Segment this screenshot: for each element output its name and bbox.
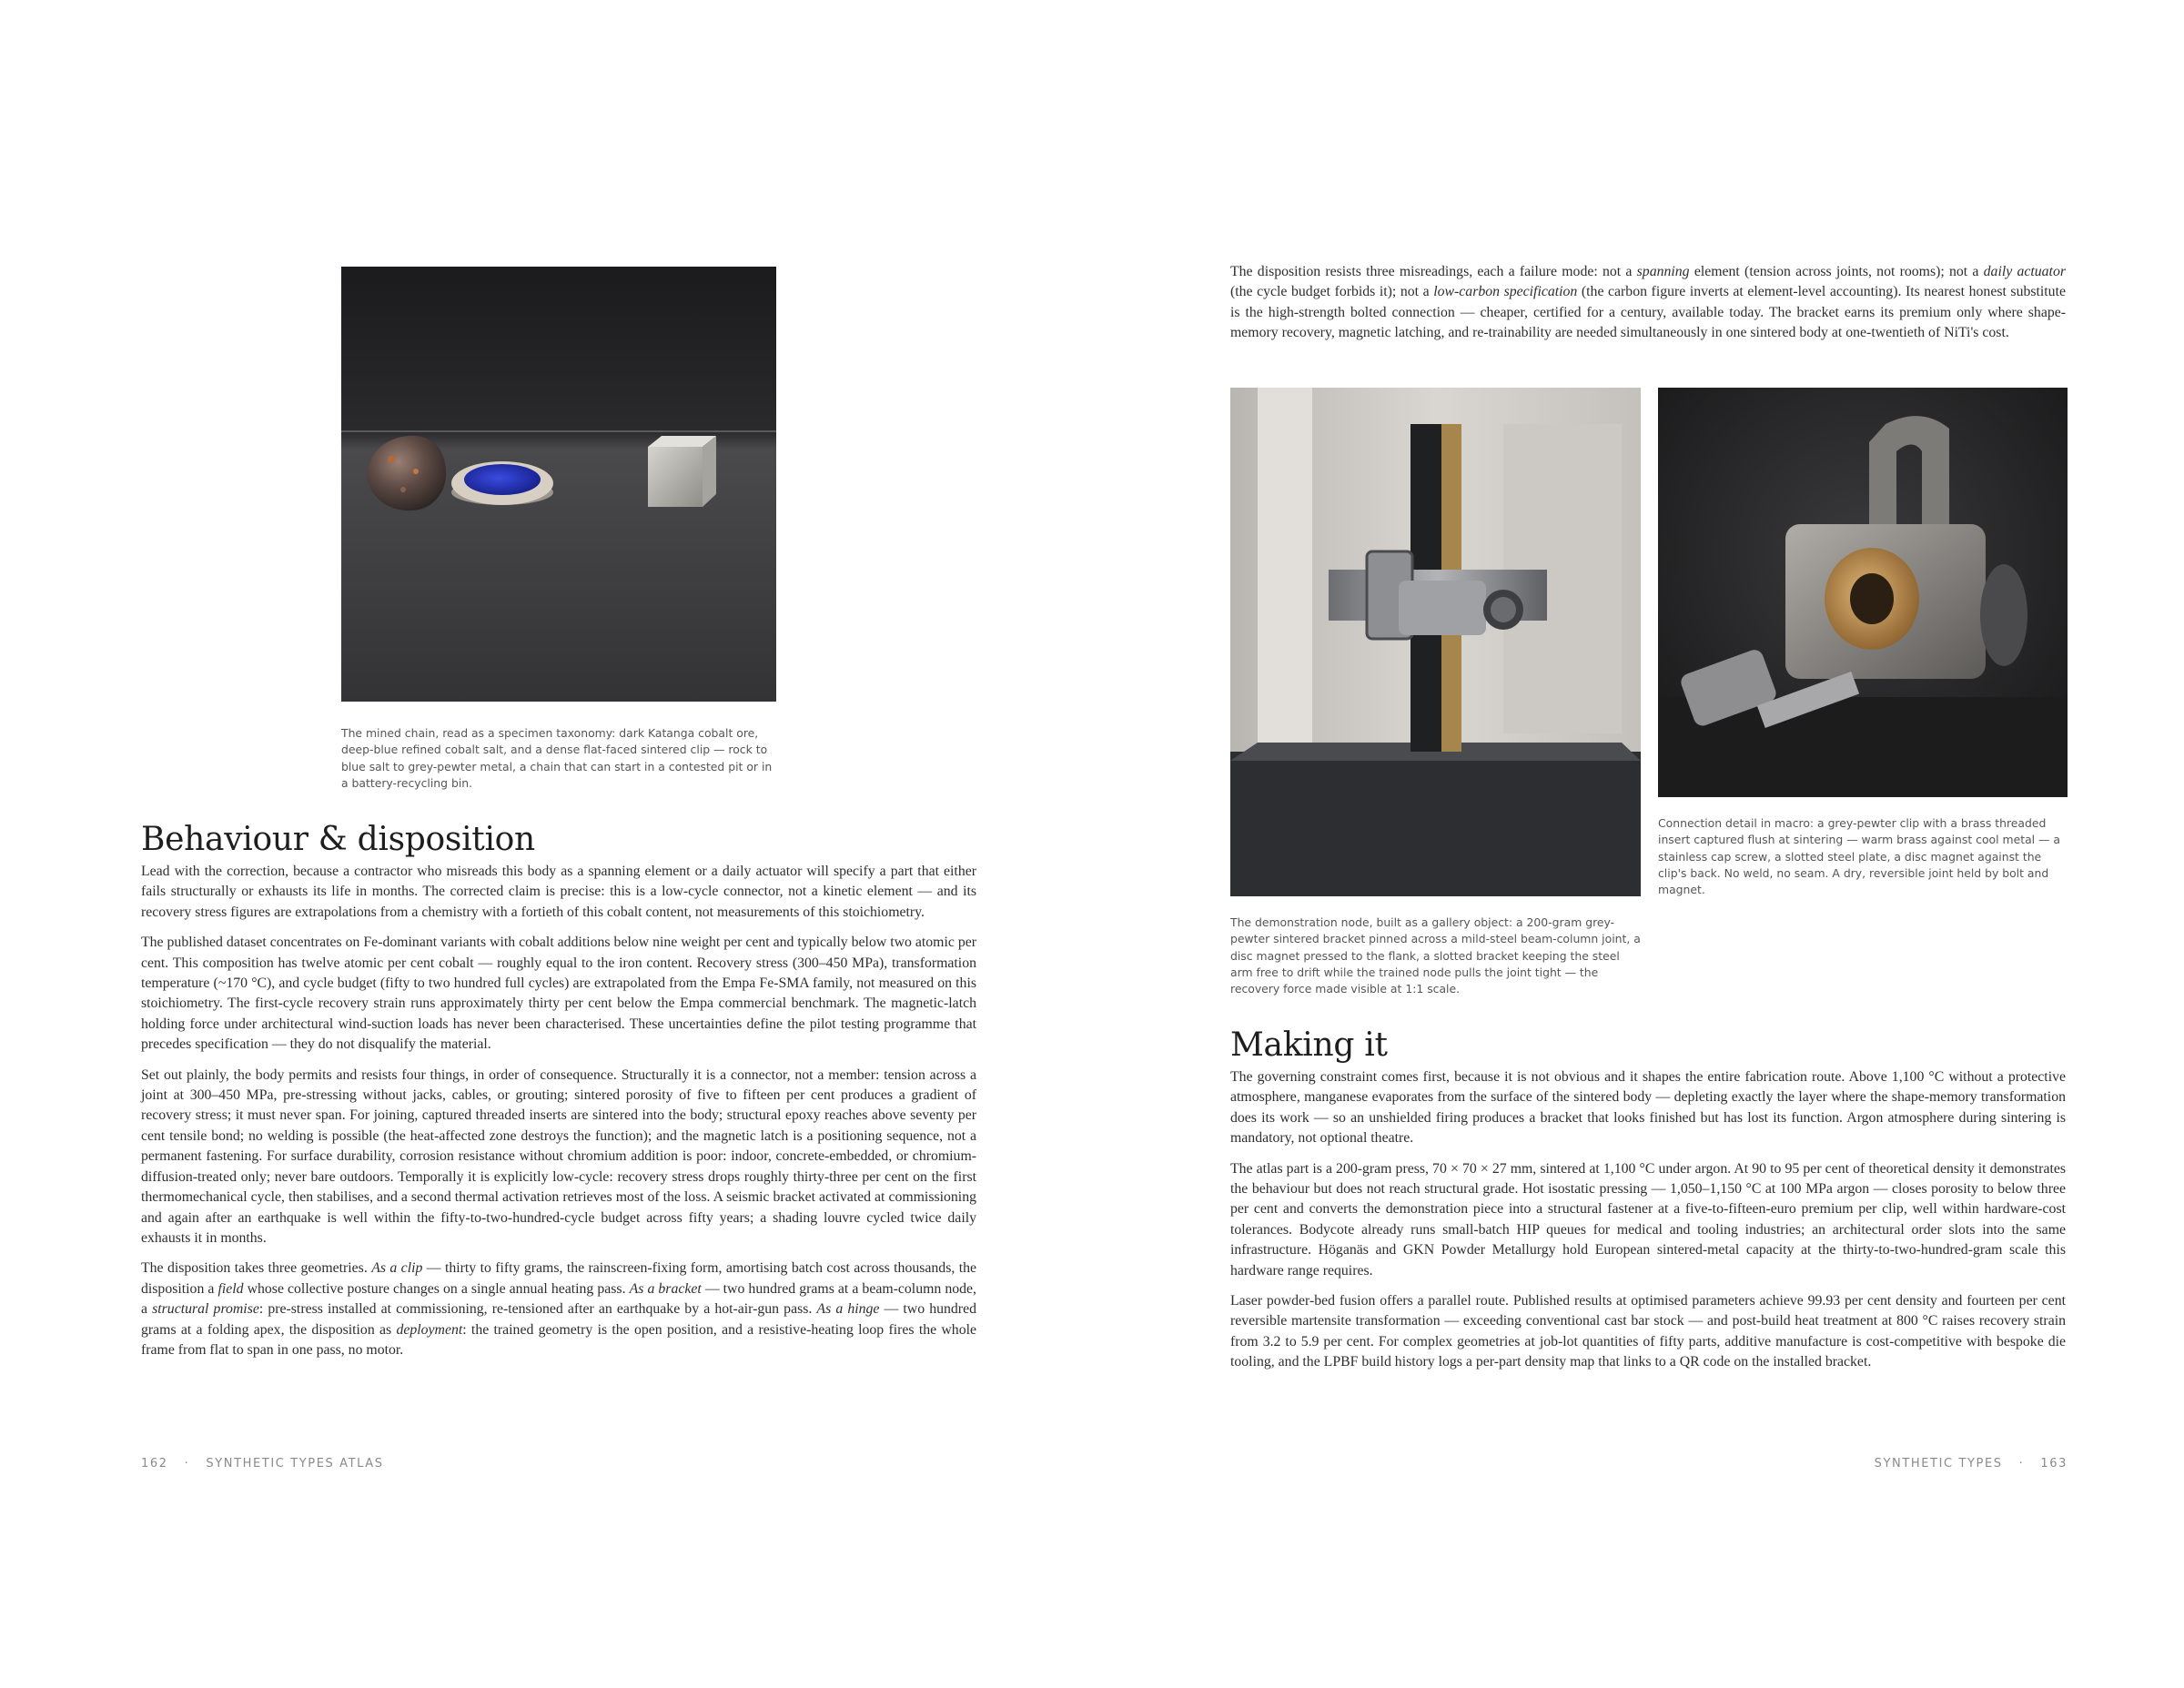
- page-footer: [141, 1457, 384, 1471]
- paragraph: The governing constraint comes first, because it is not obvious and it shapes the entire fabrication route. Above 1,100 °C without a protective atmosphere, manganese evaporates from the surface of the sintered body — depleting exactly the layer where the shape-memory transformation does its work — so an unshielded firing produces a bracket that looks finished but has lost its function. Argon atmosphere during sintering is mandatory, not optional theatre.: [1230, 1069, 2066, 1147]
- paragraph: The disposition takes three geometries. As a clip — thirty to fifty grams, the rainscreen-fixing form, amortising batch cost across thousands, the disposition a field whose collective posture changes on a single annual heating pass. As a bracket — two hundred grams at a beam-column node, a structural promise: pre-stress installed at commissioning, re-tensioned after an earthquake by a hot-air-gun pass. As a hinge — two hundred grams at a folding apex, the disposition as deployment: the trained geometry is the open position, and a resistive-heating loop fires the whole frame from flat to span in one pass, no motor.: [141, 1260, 977, 1358]
- specimen-photo: [341, 267, 776, 702]
- figure-caption: The mined chain, read as a specimen taxonomy: dark Katanga cobalt ore, deep-blue refined cobalt salt, and a dense flat-faced sintered clip — rock to blue salt to grey-pewter metal, a chain that can start in a contested pit or in a battery-recycling bin.: [341, 726, 773, 790]
- cobalt-salt-dish: [451, 461, 553, 505]
- paragraph: Laser powder-bed fusion offers a parallel route. Published results at optimised parameters achieve 99.93 per cent density and fourteen per cent reversible martensite transformation — exceeding conventional cast bar stock — and post-build heat treatment at 800 °C raises recovery strain from 3.2 to 5.9 per cent. For complex geometries at job-lot quantities of fifty parts, additive manufacture is cost-competitive with bespoke die tooling, and the LPBF build history logs a per-part density map that links to a QR code on the installed bracket.: [1230, 1293, 2066, 1370]
- right-page: [1092, 0, 2184, 1688]
- paragraph: Lead with the correction, because a contractor who misreads this body as a spanning element or a daily actuator will specify a part that either fails structurally or exhausts its life in months. The corrected claim is precise: this is a low-cycle connector, not a kinetic element — and its recovery stress figures are extrapolations from a chemistry with a fortieth of this cobalt content, not measurements of this stoichiometry.: [141, 864, 976, 920]
- footer-separator: ·: [184, 1457, 190, 1471]
- intro-text: [1230, 262, 2066, 354]
- section-heading: Behaviour & disposition: [141, 821, 535, 858]
- running-title: SYNTHETIC TYPES ATLAS: [206, 1457, 384, 1471]
- body-text: [1230, 1067, 2066, 1383]
- page-footer: [1875, 1457, 2068, 1471]
- paragraph: The published dataset concentrates on Fe-dominant variants with cobalt additions below nine weight per cent and typically below two atomic per cent. This composition has twelve atomic per cent cobalt — roughly equal to the iron content. Recovery stress (300–450 MPa), transformation temperature (~170 °C), and cycle budget (fifty to two hundred full cycles) are extrapolated from the Empa Fe-SMA family, not measured on this stoichiometry. The first-cycle recovery strain runs approximately thirty per cent below the Empa commercial benchmark. The magnetic-latch holding force under architectural wind-suction loads has never been characterised. These uncertainties define the pilot testing programme that precedes specification — they do not disqualify the material.: [141, 935, 976, 1053]
- node-caption: The demonstration node, built as a gallery object: a 200-gram grey-pewter sintered bracket pinned across a mild-steel beam-column joint, a disc magnet pressed to the flank, a slotted bracket keeping the steel arm free to drift while the trained node pulls the joint tight — the recovery force made visible at 1:1 scale.: [1230, 915, 1641, 996]
- body-text: [141, 862, 976, 1370]
- paragraph: Set out plainly, the body permits and resists four things, in order of consequence. Structurally it is a connector, not a member: tension across a joint at 300–450 MPa, pre-stressing without jacks, cables, or grouting; sintered porosity of five to fifteen per cent produces a gradient of recovery stress; it must never span. For joining, captured threaded inserts are sintered into the body; structural epoxy reaches above seventy per cent tensile bond; no welding is possible (the heat-affected zone destroys the function); and the magnetic latch is a positioning sequence, not a permanent fastening. For surface durability, corrosion resistance without chromium addition is poor: indoor, concrete-embedded, or chromium-diffusion-treated only; never bare outdoors. Temporally it is explicitly low-cycle: recovery stress drops roughly thirty-three per cent on the first thermomechanical cycle, then stabilises, and a second thermal activation retrieves most of the loss. A seismic bracket activated at commissioning and again after an earthquake is well within the fifty-to-two-hundred-cycle budget across fifty years; a shading louvre cycled twice daily exhausts it in months.: [141, 1066, 976, 1246]
- running-title: SYNTHETIC TYPES: [1874, 1457, 2003, 1471]
- macro-caption: Connection detail in macro: a grey-pewter clip with a brass threaded insert captured flush at sintering — warm brass against cool metal — a stainless cap screw, a slotted steel plate, a disc magnet against the clip's back. No weld, no seam. A dry, reversible joint held by bolt and magnet.: [1658, 816, 2060, 897]
- page-number: 162: [141, 1457, 168, 1471]
- sintered-cube: [648, 436, 716, 507]
- paragraph: The atlas part is a 200-gram press, 70 × 70 × 27 mm, sintered at 1,100 °C under argon. At 90 to 95 per cent of theoretical density it demonstrates the behaviour but does not reach structural grade. Hot isostatic pressing — 1,050–1,150 °C at 100 MPa argon — closes porosity to below three per cent and converts the demonstration piece into a structural fastener at a five-to-fifteen-euro premium per clip, well within hardware-cost tolerances. Bodycote already runs small-batch HIP queues for medical and tooling industries; an architectural order slots into the same infrastructure. Höganäs and GKN Powder Metallurgy hold European sintered-metal capacity at the thirty-to-two-hundred-gram scale this hardware range requires.: [1230, 1160, 2066, 1279]
- paragraph: The disposition resists three misreadings, each a failure mode: not a spanning element (tension across joints, not rooms); not a daily actuator (the cycle budget forbids it); not a low-carbon specification (the carbon figure inverts at element-level accounting). Its nearest honest substitute is the high-strength bolted connection — cheaper, certified for a century, available today. The bracket earns its premium only where shape-memory recovery, magnetic latching, and re-trainability are needed simultaneously in one sintered body at one-twentieth of NiTi's cost.: [1230, 264, 2066, 341]
- page-number: 163: [2040, 1457, 2068, 1471]
- demonstration-node-photo: [1230, 388, 1641, 896]
- footer-separator: ·: [2018, 1457, 2025, 1471]
- section-heading: Making it: [1230, 1026, 1388, 1064]
- connection-macro-photo: [1658, 388, 2068, 797]
